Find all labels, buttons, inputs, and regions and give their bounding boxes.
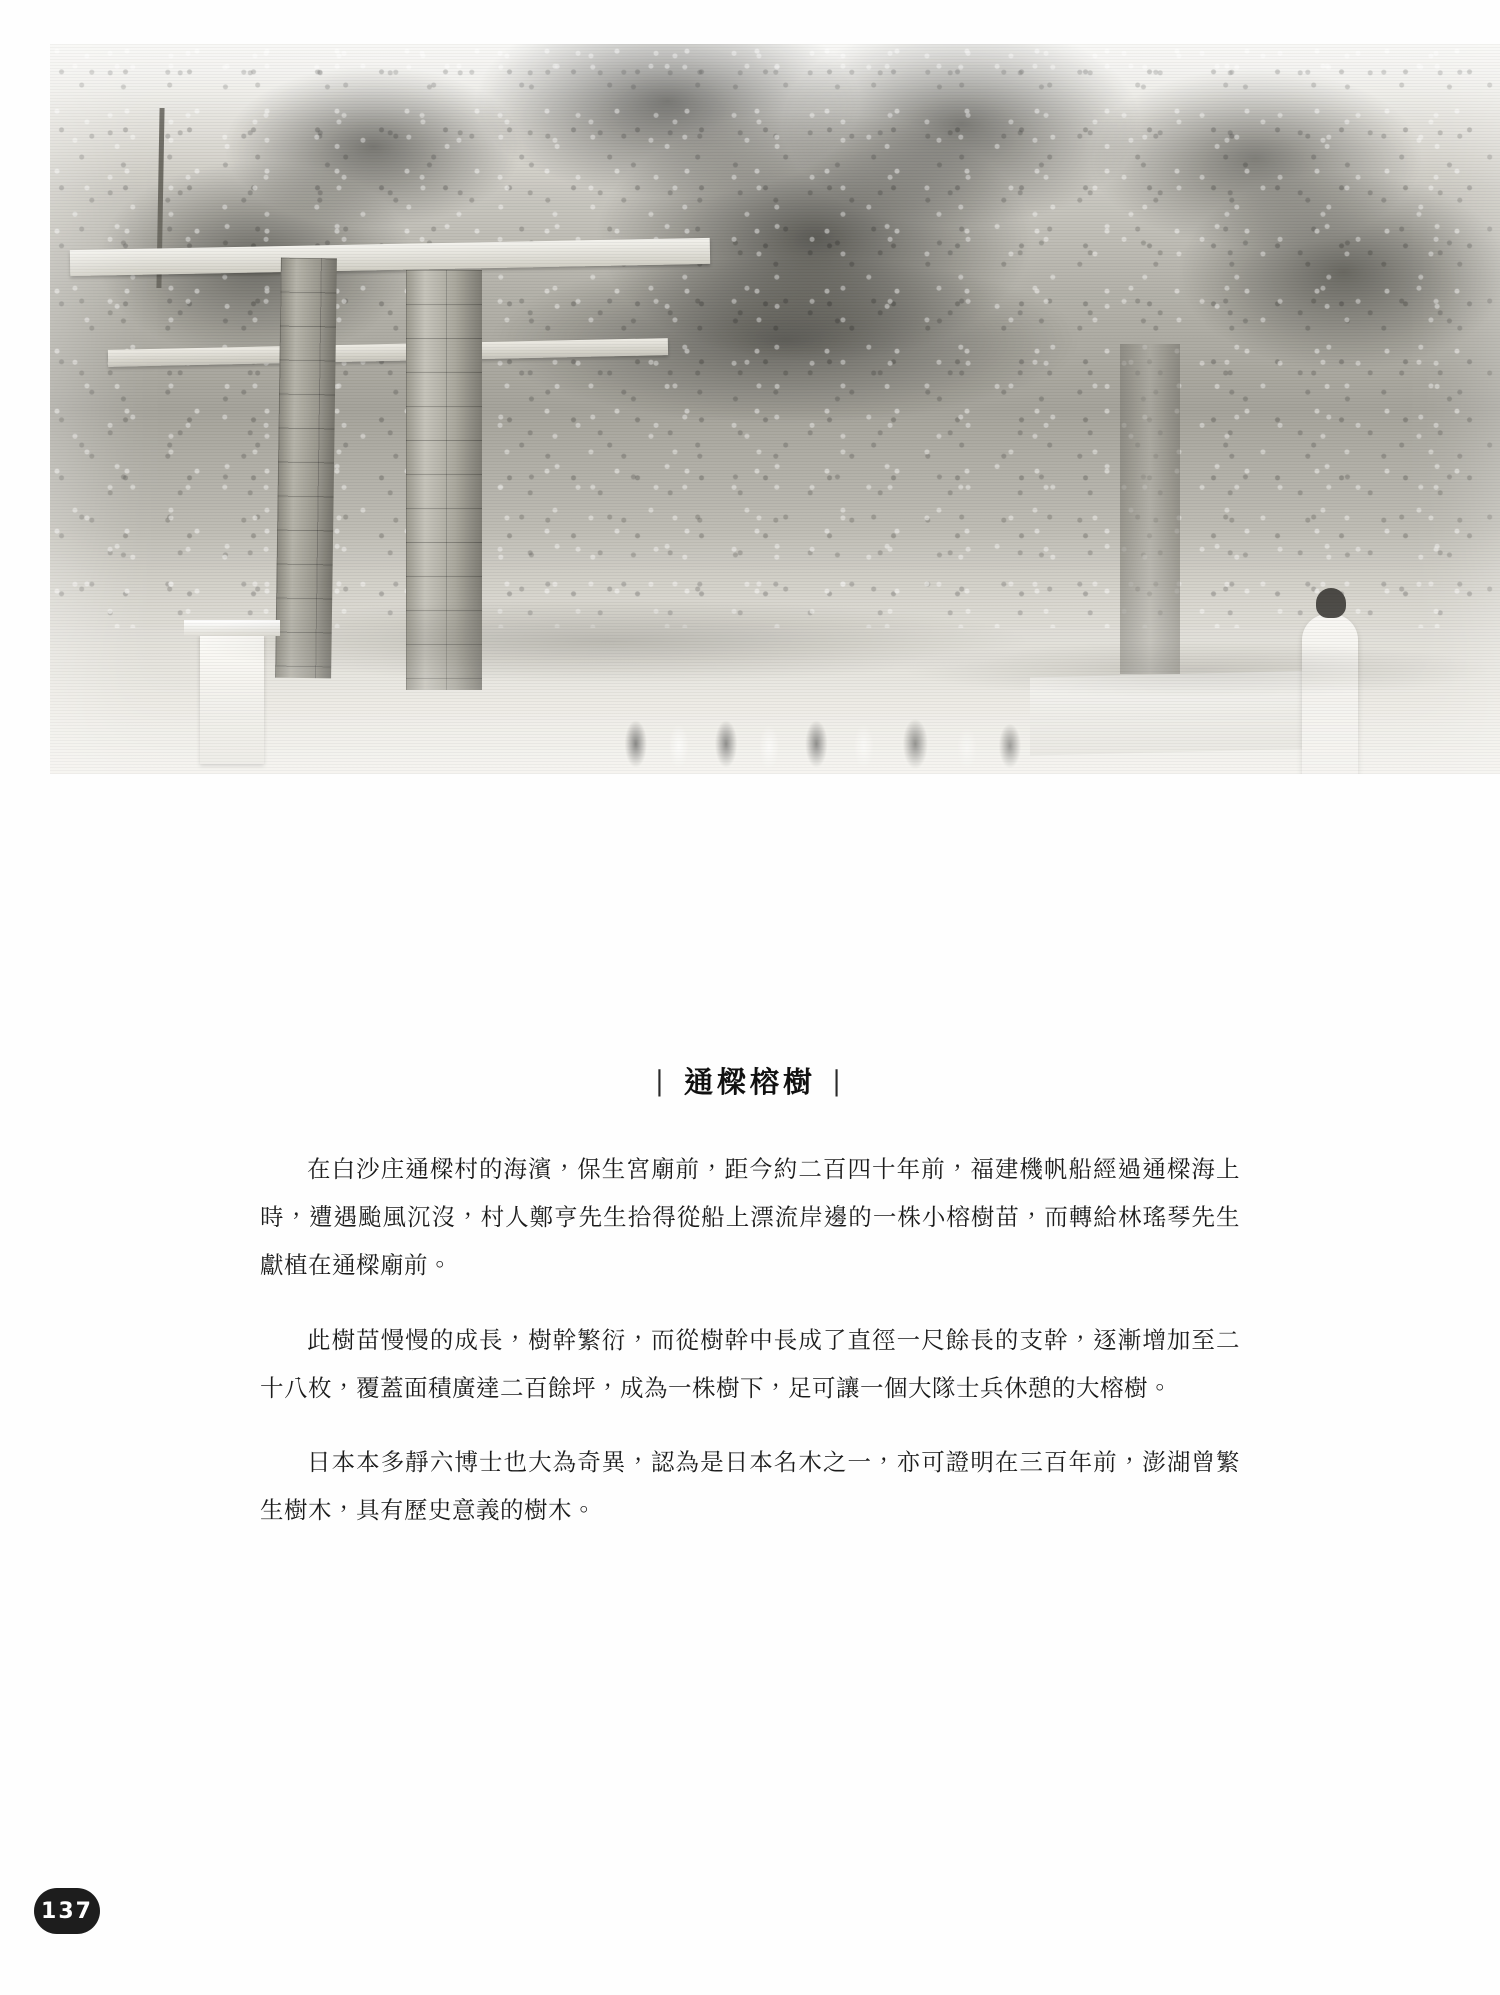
photo-image [50,44,1500,774]
historical-photograph [50,44,1500,774]
title-rule-left: | [654,1066,668,1097]
halftone-grain-overlay [50,44,1500,774]
paragraph-3: 日本本多靜六博士也大為奇異，認為是日本名木之一，亦可證明在三百年前，澎湖曾繁生樹木，具有歷史意義的樹木。 [260,1447,1240,1525]
article-title-text: 通樑榕樹 [683,1065,816,1099]
paragraph-1: 在白沙庄通樑村的海濱，保生宮廟前，距今約二百四十年前，福建機帆船經過通樑海上時，遭遇颱風沉沒，村人鄭亨先生拾得從船上漂流岸邊的一株小榕樹苗，而轉給林瑤琴先生獻植在通樑廟前。 [260,1155,1240,1280]
title-rule-right: | [832,1066,846,1097]
page-title [0,1060,1500,1101]
paragraph-2: 此樹苗慢慢的成長，樹幹繁衍，而從樹幹中長成了直徑一尺餘長的支幹，逐漸增加至二十八枚，覆蓋面積廣達二百餘坪，成為一株樹下，足可讓一個大隊士兵休憩的大榕樹。 [260,1325,1240,1402]
page-number-badge: 137 [34,1888,100,1934]
article-body [0,1060,1500,1560]
